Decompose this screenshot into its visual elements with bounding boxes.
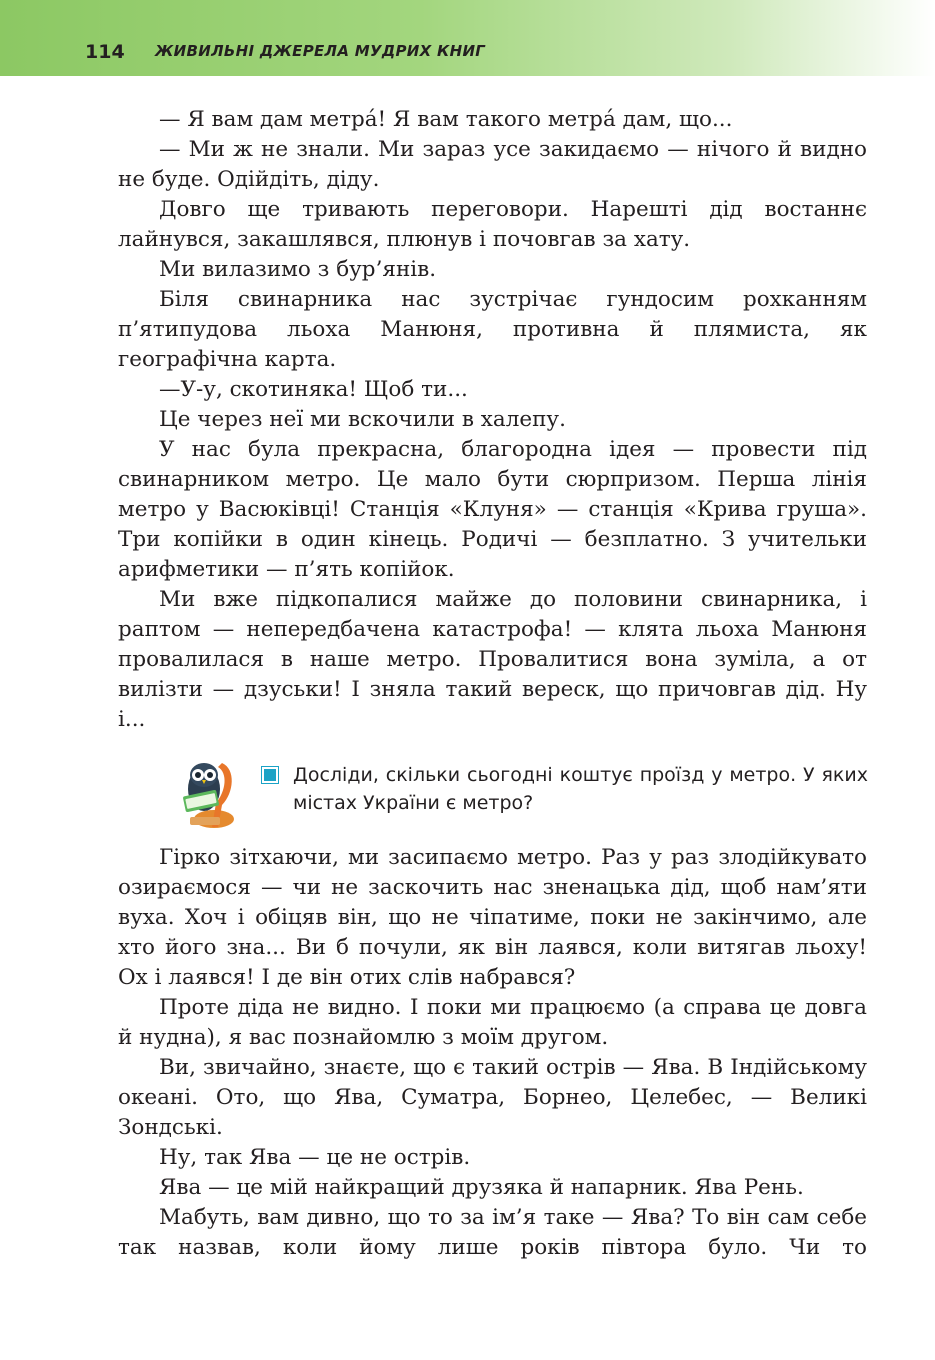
- story-text-top: [118, 105, 867, 735]
- paragraph: Гірко зітхаючи, ми засипаємо метро. Раз у раз злодійкувато озираємося — чи не заскочить нас зненацька дід, щоб нам’яти вуха. Хоч і обіцяв він, що не чіпатиме, поки не закінчимо, але хто його зна... Ви б почули, як він лаявся, коли витягав льоху! Ох і лаявся! І де він отих слів набрався?: [118, 845, 867, 990]
- story-text-bottom: [118, 843, 867, 1263]
- paragraph: —У-у, скотиняка! Щоб ти...: [159, 377, 468, 402]
- paragraph: — Ми ж не знали. Ми зараз усе закидаємо — нічого й видно не буде. Одійдіть, діду.: [118, 137, 867, 192]
- page-header: [0, 0, 935, 76]
- running-title: ЖИВИЛЬНІ ДЖЕРЕЛА МУДРИХ КНИГ: [155, 42, 486, 60]
- paragraph: — Я вам дам метра́! Я вам такого метра́ дам, що...: [159, 107, 733, 132]
- task-text: Досліди, скільки сьогодні коштує проїзд у метро. У яких містах України є метро?: [293, 764, 868, 814]
- paragraph: Ну, так Ява — це не острів.: [159, 1145, 471, 1170]
- paragraph: Мабуть, вам дивно, що то за ім’я таке — Ява? То він сам себе так назвав, коли йому лише років півтора було. Чи то: [118, 1205, 867, 1260]
- paragraph: Ви, звичайно, знаєте, що є такий острів — Ява. В Індійському океані. Ото, що Ява, Суматра, Борнео, Целебес, — Великі Зондські.: [118, 1055, 867, 1140]
- paragraph: Проте діда не видно. І поки ми працюємо (а справа це довга й нудна), я вас познайомлю з моїм другом.: [118, 995, 867, 1050]
- paragraph: Ми вже підкопалися майже до половини свинарника, і раптом — непередбачена катастрофа! — клята льоха Манюня провалилася в наше метро. Провалитися вона зуміла, а от вилізти — дзуськи! І зняла такий вереск, що причовгав дід. Ну і...: [118, 587, 867, 732]
- owl-reading-book-icon: [178, 755, 240, 833]
- paragraph: Довго ще тривають переговори. Нарешті дід востаннє лайнувся, закашлявся, плюнув і почовгав за хату.: [118, 197, 867, 252]
- page-number: 114: [85, 41, 125, 63]
- paragraph: Це через неї ми вскочили в халепу.: [159, 407, 566, 432]
- task-box: [178, 755, 878, 835]
- paragraph: Ми вилазимо з бур’янів.: [159, 257, 437, 282]
- paragraph: Біля свинарника нас зустрічає гундосим рохканням п’ятипудова льоха Манюня, противна й плямиста, як географічна карта.: [118, 287, 867, 372]
- paragraph: У нас була прекрасна, благородна ідея — провести під свинарником метро. Це мало бути сюрпризом. Перша лінія метро у Васюківці! Станція «Клуня» — станція «Крива груша». Три копійки в один кінець. Родичі — безплатно. З учительки арифметики — п’ять копійок.: [118, 437, 867, 582]
- paragraph: Ява — це мій найкращий друзяка й напарник. Ява Рень.: [159, 1175, 804, 1200]
- task-square-icon: [262, 767, 278, 783]
